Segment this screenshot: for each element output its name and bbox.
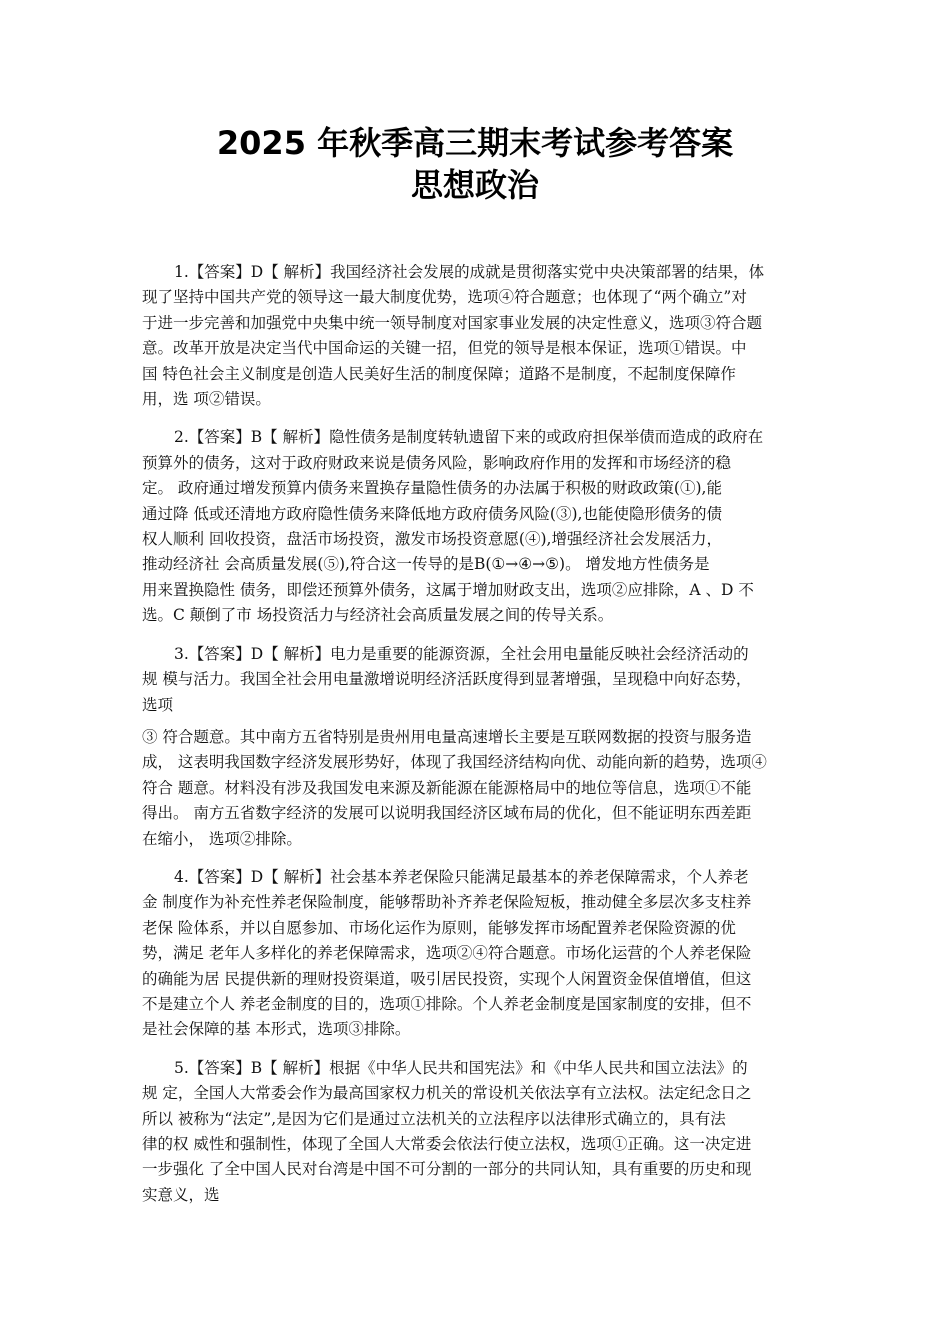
answer-line: 1.【答案】D【 解析】我国经济社会发展的成就是贯彻落实党中央决策部署的结果，体 [174, 263, 765, 281]
answer-line: 实意义，选 [142, 1185, 220, 1204]
answer-line: 意。改革开放是决定当代中国命运的关键一招，但党的领导是根本保证，选项①错误。中 [142, 339, 747, 358]
answer-line: 不是建立个人 养老金制度的目的，选项①排除。个人养老金制度是国家制度的安排，但不 [142, 994, 752, 1013]
answer-line: 国 特色社会主义制度是创造人民美好生活的制度保障；道路不是制度，不起制度保障作 [142, 364, 736, 383]
answer-line: 定。 政府通过增发预算内债务来置换存量隐性债务的办法属于积极的财政政策(①),能 [142, 479, 722, 498]
answer-line: 权人顺利 回收投资，盘活市场投资，激发市场投资意愿(④),增强经济社会发展活力， [142, 530, 722, 549]
answer-line: 推动经济社 会高质量发展(⑤),符合这一传导的是B(①→④→⑤)。 增发地方性债务是 [142, 555, 710, 574]
answer-line: 符合 题意。材料没有涉及我国发电来源及新能源在能源格局中的地位等信息，选项①不能 [142, 778, 752, 797]
answer-1 [142, 260, 812, 412]
answer-line: 预算外的债务，这对于政府财政来说是债务风险，影响政府作用的发挥和市场经济的稳 [142, 453, 732, 472]
answer-line: 用来置换隐性 债务，即偿还预算外债务，这属于增加财政支出，选项②应排除，A 、D 不 [142, 580, 754, 599]
title-block [0, 122, 950, 206]
answer-line: 用，选 项②错误。 [142, 390, 271, 409]
answer-line: 律的权 威性和强制性，体现了全国人大常委会依法行使立法权，选项①正确。这一决定进 [142, 1135, 752, 1153]
answer-line: 所以 被称为“法定”,是因为它们是通过立法机关的立法程序以法律形式确立的，具有法 [142, 1109, 726, 1128]
answer-line: 势，满足 老年人多样化的养老保障需求，选项②④符合题意。市场化运营的个人养老保险 [142, 944, 752, 963]
answer-2 [142, 425, 812, 628]
answer-line: 3.【答案】D【 解析】电力是重要的能源资源，全社会用电量能反映社会经济活动的 [174, 644, 749, 663]
answer-4 [142, 865, 812, 1043]
answer-line: 现了坚持中国共产党的领导这一最大制度优势，选项④符合题意；也体现了“两个确立”对 [142, 288, 747, 307]
answer-line: 得出。 南方五省数字经济的发展可以说明我国经济区域布局的优化，但不能证明东西差距 [142, 804, 752, 823]
answer-line: 在缩小， 选项②排除。 [142, 829, 302, 848]
answer-line: 成， 这表明我国数字经济发展形势好，体现了我国经济结构向优、动能向新的趋势，选项④ [142, 753, 767, 772]
answer-5 [142, 1056, 812, 1208]
answer-list [142, 260, 812, 1221]
answer-line: 5.【答案】B【 解析】根据《中华人民共和国宪法》和《中华人民共和国立法法》的 [174, 1058, 748, 1077]
answer-line: 于进一步完善和加强党中央集中统一领导制度对国家事业发展的决定性意义，选项③符合题 [142, 313, 763, 332]
answer-3 [142, 642, 812, 718]
document-subtitle: 思想政治 [410, 166, 539, 204]
answer-line: 4.【答案】D【 解析】社会基本养老保险只能满足最基本的养老保障需求，个人养老 [174, 867, 749, 886]
document-title: 2025 年秋季高三期末考试参考答案 [216, 124, 734, 162]
answer-line: 规 定，全国人大常委会作为最高国家权力机关的常设机关依法享有立法权。法定纪念日之 [142, 1084, 752, 1103]
answer-line: 的确能为居 民提供新的理财投资渠道，吸引居民投资，实现个人闲置资金保值增值，但这 [142, 969, 752, 988]
answer-line: 2.【答案】B【 解析】隐性债务是制度转轨遗留下来的或政府担保举债而造成的政府在 [174, 428, 764, 447]
answer-line: 金 制度作为补充性养老保险制度，能够帮助补齐养老保险短板，推动健全多层次多支柱养 [142, 893, 752, 912]
answer-line: 是社会保障的基 本形式，选项③排除。 [142, 1020, 411, 1039]
answer-line: 老保 险体系，并以自愿参加、市场化运作为原则，能够发挥市场配置养老保险资源的优 [142, 918, 736, 937]
answer-line: 通过降 低或还清地方政府隐性债务来降低地方政府债务风险(③),也能使隐形债务的债 [142, 504, 722, 523]
answer-line: 一步强化 了全中国人民对台湾是中国不可分割的一部分的共同认知，具有重要的历史和现 [142, 1160, 752, 1179]
answer-line: 选。C 颠倒了市 场投资活力与经济社会高质量发展之间的传导关系。 [142, 606, 614, 625]
answer-3-continued [142, 725, 812, 852]
answer-line: 选项 [142, 695, 174, 714]
answer-line: ③ 符合题意。其中南方五省特别是贵州用电量高速增长主要是互联网数据的投资与服务造 [142, 727, 752, 746]
answer-line: 规 模与活力。我国全社会用电量激增说明经济活跃度得到显著增强，呈现稳中向好态势， [142, 670, 752, 689]
